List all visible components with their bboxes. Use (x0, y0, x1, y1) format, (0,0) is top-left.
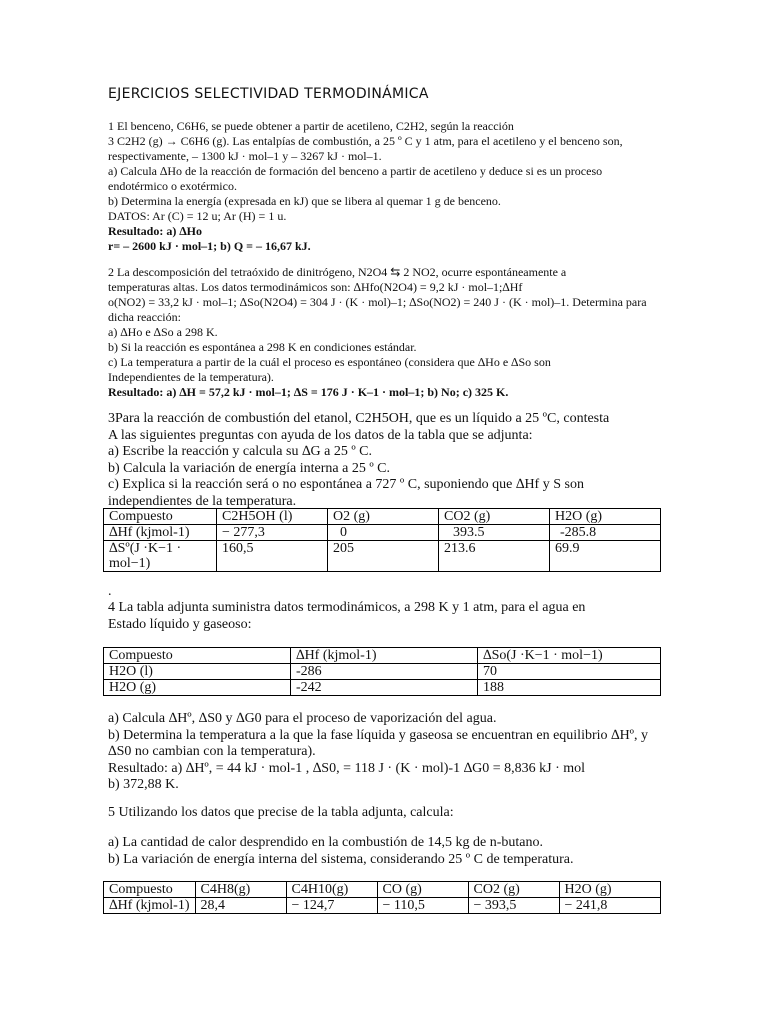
ex1-line: 1 El benceno, C6H6, se puede obtener a partir de acetileno, C2H2, según la reacción (108, 119, 514, 133)
ex4-question-b: b) Determina la temperatura a la que la fase líquida y gaseosa se encuentran en equilibrio ∆Hº, y (108, 727, 649, 743)
table-cell: 69.9 (550, 541, 661, 572)
ex2-line: a) ∆Ho e ∆So a 298 K. (108, 325, 218, 339)
table-cell: ∆Hf (kjmol-1) (291, 648, 478, 664)
table-cell: 0 (328, 525, 439, 541)
table-cell: -285.8 (550, 525, 661, 541)
table-cell: Compuesto (104, 648, 291, 664)
ex5-data-table (103, 881, 661, 914)
table-cell: 205 (328, 541, 439, 572)
table-cell: 28,4 (195, 898, 286, 914)
ex4-result: b) 372,88 K. (108, 777, 179, 792)
ex4-question-a: a) Calcula ∆Hº, ∆S0 y ∆G0 para el proceso de vaporización del agua. (108, 711, 497, 726)
table-cell: ∆Hf (kjmol-1) (104, 898, 196, 914)
ex2-line: Independientes de la temperatura). (108, 370, 274, 384)
ex2-line: temperaturas altas. Los datos termodinámicos son: ∆Hfo(N2O4) = 9,2 kJ · mol–1;∆Hf (108, 280, 523, 294)
table-cell: C2H5OH (l) (217, 509, 328, 525)
table-cell: 213.6 (439, 541, 550, 572)
table-cell: H2O (g) (550, 509, 661, 525)
table-cell: H2O (l) (104, 664, 291, 680)
ex3-line: b) Calcula la variación de energía interna a 25 º C. (108, 460, 391, 476)
table-row (104, 680, 661, 696)
ex1-line: b) Determina la energía (expresada en kJ) que se libera al quemar 1 g de benceno. (108, 194, 501, 208)
ex1-result: Resultado: a) ∆Ho (108, 224, 203, 238)
ex1-line: DATOS: Ar (C) = 12 u; Ar (H) = 1 u. (108, 209, 287, 223)
table-cell: − 124,7 (286, 898, 377, 914)
table-row (104, 898, 661, 914)
ex1-line: endotérmico o exotérmico. (108, 179, 237, 193)
table-cell: Compuesto (104, 509, 217, 525)
ex1-line: respectivamente, – 1300 kJ · mol–1 y – 3267 kJ · mol–1. (108, 149, 382, 163)
exercise-3 (108, 411, 668, 510)
table-cell: -242 (291, 680, 478, 696)
table-cell: 393.5 (439, 525, 550, 541)
table-cell: 70 (478, 664, 661, 680)
ex4-question-b: ∆S0 no cambian con la temperatura). (108, 744, 316, 759)
exercise-5 (108, 805, 668, 822)
table-row (104, 664, 661, 680)
ex3-line: A las siguientes preguntas con ayuda de los datos de la tabla que se adjunta: (108, 427, 533, 443)
ex1-result: r= – 2600 kJ · mol–1; b) Q = – 16,67 kJ. (108, 239, 311, 253)
ex3-line: 3Para la reacción de combustión del etanol, C2H5OH, que es un líquido a 25 ºC, contesta (108, 411, 610, 426)
ex3-line: c) Explica si la reacción será o no espontánea a 727 º C, suponiendo que ∆Hf y S son (108, 477, 584, 492)
exercise-4 (108, 600, 668, 633)
ex4-data-table (103, 647, 661, 696)
table-row (104, 525, 661, 541)
ex5-question-a: a) La cantidad de calor desprendido en la combustión de 14,5 kg de n-butano. (108, 835, 544, 850)
table-cell: -286 (291, 664, 478, 680)
ex3-line: independientes de la temperatura. (108, 493, 297, 509)
ex3-data-table (103, 508, 661, 572)
table-cell: C4H8(g) (195, 882, 286, 898)
table-cell: CO (g) (377, 882, 468, 898)
table-row (104, 648, 661, 664)
ex3-dot: . (108, 584, 112, 599)
table-cell: H2O (g) (559, 882, 661, 898)
ex2-line: b) Si la reacción es espontánea a 298 K en condiciones estándar. (108, 340, 417, 354)
table-row (104, 509, 661, 525)
exercise-1 (108, 119, 668, 254)
table-row (104, 541, 661, 572)
ex4-line: Estado líquido y gaseoso: (108, 616, 252, 632)
ex4-result: Resultado: a) ∆Hº, = 44 kJ · mol-1 , ∆S0, = 118 J · (K · mol)-1 ∆G0 = 8,836 kJ · mol (108, 760, 586, 776)
table-cell: ∆Hf (kjmol-1) (104, 525, 217, 541)
table-cell: − 110,5 (377, 898, 468, 914)
table-cell: Compuesto (104, 882, 196, 898)
ex5-intro: 5 Utilizando los datos que precise de la tabla adjunta, calcula: (108, 805, 454, 820)
ex1-line: a) Calcula ∆Ho de la reacción de formación del benceno a partir de acetileno y deduce si es un proceso (108, 164, 603, 178)
ex2-line: 2 La descomposición del tetraóxido de dinitrógeno, N2O4 ⇆ 2 NO2, ocurre espontáneamente a (108, 265, 567, 279)
ex4-questions (108, 711, 668, 794)
table-cell: O2 (g) (328, 509, 439, 525)
table-cell: − 393,5 (468, 898, 559, 914)
ex5-question-b: b) La variación de energía interna del sistema, considerando 25 º C de temperatura. (108, 851, 574, 867)
table-cell: C4H10(g) (286, 882, 377, 898)
ex1-line: 3 C2H2 (g) → C6H6 (g). Las entalpías de combustión, a 25 º C y 1 atm, para el acetileno y el benceno son, (108, 134, 623, 148)
table-cell: CO2 (g) (439, 509, 550, 525)
ex2-line: dicha reacción: (108, 310, 181, 324)
page-title: EJERCICIOS SELECTIVIDAD TERMODINÁMICA (108, 86, 429, 102)
table-cell: − 277,3 (217, 525, 328, 541)
table-cell: H2O (g) (104, 680, 291, 696)
table-cell: CO2 (g) (468, 882, 559, 898)
ex4-line: 4 La tabla adjunta suministra datos termodinámicos, a 298 K y 1 atm, para el agua en (108, 600, 586, 615)
table-cell: ∆So(J ·K−1 · mol−1) (478, 648, 661, 664)
table-cell: − 241,8 (559, 898, 661, 914)
ex2-result: Resultado: a) ∆H = 57,2 kJ · mol–1; ∆S = 176 J · K–1 · mol–1; b) No; c) 325 K. (108, 385, 509, 399)
table-cell: 188 (478, 680, 661, 696)
table-row (104, 882, 661, 898)
exercise-2 (108, 265, 668, 400)
ex2-line: o(NO2) = 33,2 kJ · mol–1; ∆So(N2O4) = 304 J · (K · mol)–1; ∆So(NO2) = 240 J · (K · mol)–1. Determina para (108, 295, 647, 309)
ex5-questions (108, 835, 668, 868)
ex3-line: a) Escribe la reacción y calcula su ∆G a 25 º C. (108, 444, 373, 459)
table-cell: 160,5 (217, 541, 328, 572)
ex2-line: c) La temperatura a partir de la cuál el proceso es espontáneo (considera que ∆Ho e ∆So son (108, 355, 551, 369)
table-cell: ∆Sº(J ·K−1 · mol−1) (104, 541, 217, 572)
